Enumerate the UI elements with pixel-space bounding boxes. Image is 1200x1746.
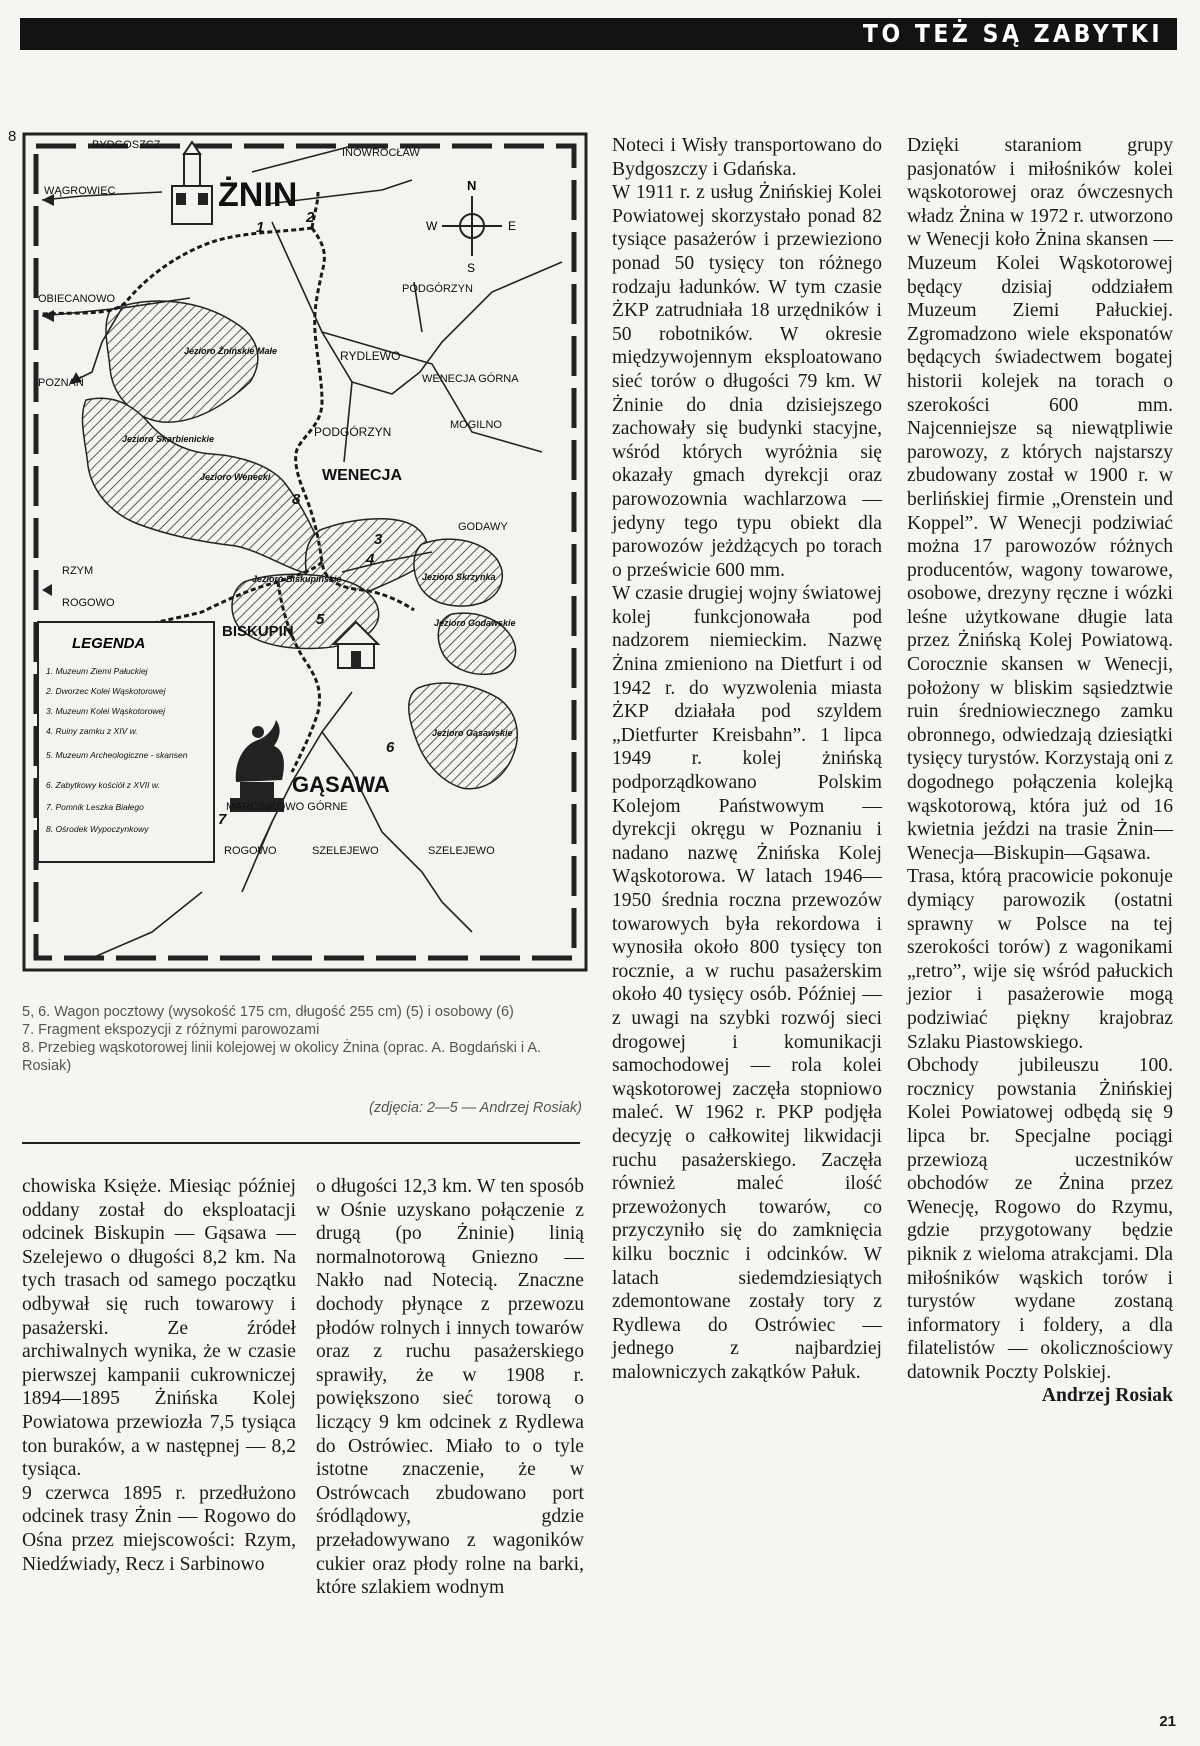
label-rogowo-bottom: ROGOWO	[224, 845, 277, 857]
paragraph: Noteci i Wisły transportowano do Bydgoszczy i Gdańska.	[612, 135, 882, 180]
lake-label-skrzynka: Jezioro Skrzynka	[422, 572, 496, 582]
lake-label-godawskie: Jezioro Godawskie	[434, 618, 516, 628]
label-marcinkowo: MARCINKOWO GÓRNE	[226, 801, 348, 813]
lake-label-wenecki: Jezioro Wenecki	[200, 472, 271, 482]
marker-2: 2	[306, 209, 315, 226]
paragraph: W 1911 r. z usług Żnińskiej Kolei Powiatowej skorzystało ponad 82 tysiące pasażerów i przewieziono ponad 50 tysięcy ton różnego rodzaju ładunków. W tym czasie ŻKP zatrudniała 18 urzędników i 50 robotników. W okresie międzywojennym eksploatowano sieć torów o długości 79 km. W Żninie do dnia dzisiejszego zachowały się budynki stacyjne, wśród których wyróżnia się okazały gmach dyrekcji oraz parowozownia wachlarzowa — jedyny tego typu obiekt dla parowozów jeżdżących po torach o prześwicie 600 mm.	[612, 182, 882, 581]
lake-label-skarbienickie: Jezioro Skarbienickie	[122, 434, 215, 444]
caption-line: 8. Przebieg wąskotorowej linii kolejowej w okolicy Żnina (oprac. A. Bogdański i A. Rosiak)	[22, 1040, 542, 1074]
legend-item: 8. Ośrodek Wypoczynkowy	[46, 824, 149, 834]
section-header-bar	[20, 18, 1177, 50]
compass-e: E	[508, 219, 517, 233]
marker-8: 8	[292, 491, 301, 508]
label-rzym: RZYM	[62, 565, 94, 577]
label-podgorzyn: PODGÓRZYN	[314, 425, 392, 439]
marker-7: 7	[218, 811, 227, 828]
legend-item: 7. Pomnik Leszka Białego	[46, 802, 144, 812]
legend-item: 1. Muzeum Ziemi Pałuckiej	[46, 666, 148, 676]
label-wagrowiec: WĄGROWIEC	[44, 185, 116, 197]
paragraph: 9 czerwca 1895 r. przedłużono odcinek trasy Żnin — Rogowo do Ośna przez miejscowości: Rzym, Niedźwiady, Recz i Sarbinowo	[22, 1482, 296, 1575]
article-column-2	[316, 1175, 584, 1600]
label-wenecja-gorna: WENECJA GÓRNA	[422, 373, 519, 385]
label-podgorzyn-top: PODGÓRZYN	[402, 283, 473, 295]
label-obiecanowo: OBIECANOWO	[38, 293, 116, 305]
lake-label-znin-male: Jezioro Żnińskie Małe	[184, 346, 278, 356]
marker-3: 3	[374, 531, 383, 548]
legend-item: 2. Dworzec Kolei Wąskotorowej	[46, 686, 166, 696]
paragraph: Dzięki staraniom grupy pasjonatów i miłośników kolei wąskotorowej oraz ówczesnych władz Żnina w 1972 r. utworzono w Wenecji koło Żnina skansen — Muzeum Kolei Wąskotorowej będący dzisiaj oddziałem Muzeum Ziemi Pałuckiej. Zgromadzono wiele eksponatów będących świadectwem bogatej historii kolejek na torach o szerokości 600 mm. Najcenniejsze są niewątpliwie parowozy, z których najstarszy zbudowany został w 1900 r. w berlińskiej firmie „Orenstein und Koppel”. W Wenecji podziwiać można 17 parowozów różnych producentów, wagony towarowe, osobowe, drezyny ręczne i wózki leśne użytkowane długie lata przez Żnińską Kolej Powiatową. Corocznie skansen w Wenecji, położony w bliskim sąsiedztwie ruin średniowiecznego zamku obronnego, odwiedzają dziesiątki tysięcy turystów. Korzystają oni z dogodnego połączenia kolejką wąskotorową, która już od 16 kwietnia jeździ na trasie Żnin—Wenecja—Biskupin—Gąsawa. Trasa, którą pracowicie pokonuje dymiący parowozik (ostatni sprawny w Polsce na tej szerokości torów) z wagonikami „retro”, wije się wśród pałuckich jezior i pasażerowie mogą podziwiać piękny krajobraz Szlaku Piastowskiego.	[907, 135, 1173, 1053]
railway-map	[22, 132, 590, 975]
marker-6: 6	[386, 739, 395, 756]
label-bydgoszcz: BYDGOSZCZ	[92, 139, 161, 151]
page-number: 21	[1159, 1713, 1176, 1730]
legend-item: 3. Muzeum Kolei Wąskotorowej	[46, 706, 166, 716]
label-wenecja: WENECJA	[322, 467, 403, 484]
label-rogowo-left: ROGOWO	[62, 597, 115, 609]
label-poznan: POZNAŃ	[38, 377, 84, 389]
article-column-3	[612, 134, 882, 1384]
compass-w: W	[426, 219, 438, 233]
compass-n: N	[467, 178, 477, 193]
legend-item: 4. Ruiny zamku z XIV w.	[46, 726, 138, 736]
label-znin: ŻNIN	[218, 176, 298, 214]
label-szelejewo-right: SZELEJEWO	[428, 845, 495, 857]
author-signature: Andrzej Rosiak	[1041, 1385, 1173, 1407]
map-legend	[38, 622, 214, 862]
paragraph: Obchody jubileuszu 100. rocznicy powstania Żnińskiej Kolei Powiatowej odbędą się 9 lipca br. Specjalne pociągi przewiozą uczestników obchodów ze Żnina przez Wenecję, Rogowo do Rzymu, gdzie przygotowany będzie piknik z wieloma atrakcjami. Dla miłośników wąskich torów i turystów wydane zostaną informatory i foldery, a dla filatelistów — okolicznościowy datownik Poczty Polskiej.	[907, 1055, 1173, 1383]
paragraph: chowiska Księże. Miesiąc później oddany został do eksploatacji odcinek Biskupin — Gąsawa — Szelejewo o długości 8,2 km. Na tych trasach od samego początku odbywał się ruch towarowy i pasażerski. Ze źródeł archiwalnych wynika, że w czasie pierwszej kampanii cukrowniczej 1894—1895 Żnińska Kolej Powiatowa przewiozła 7,5 tysiąca ton buraków, a w następnej — 8,2 tysiąca.	[22, 1176, 296, 1481]
label-gasawa: GĄSAWA	[292, 772, 390, 797]
label-szelejewo: SZELEJEWO	[312, 845, 379, 857]
section-title: TO TEŻ SĄ ZABYTKI	[862, 19, 1163, 48]
photo-credit: (zdjęcia: 2—5 — Andrzej Rosiak)	[368, 1100, 582, 1116]
section-divider	[22, 1142, 580, 1144]
paragraph: o długości 12,3 km. W ten sposób w Ośnie uzyskano połączenie z drugą (po Żninie) linią normalnotorową Gniezno — Nakło nad Notecią. Znaczne dochody płynące z przewozu płodów rolnych i innych towarów oraz z ruchu pasażerskiego sprawiły, że w 1908 r. powiększono sieć torową o liczący 9 km odcinek z Rydlewa do Ostrówiec. Miało to o tyle istotne znaczenie, że w Ostrówcach zbudowano port śródlądowy, gdzie przeładowywano z wagoników cukier oraz płody rolne na barki, które szlakiem wodnym	[316, 1176, 584, 1599]
figure-number: 8	[8, 128, 17, 145]
caption-line: 5, 6. Wagon pocztowy (wysokość 175 cm, długość 255 cm) (5) i osobowy (6)	[22, 1004, 514, 1020]
compass-s: S	[467, 261, 476, 275]
label-inowroclaw: INOWROCŁAW	[342, 147, 420, 159]
article-column-1	[22, 1175, 296, 1576]
lake-label-biskupinskie: Jezioro Biskupińskie	[252, 574, 342, 584]
label-rydlewo: RYDLEWO	[340, 349, 401, 363]
lake-label-gasawskie: Jezioro Gąsawskie	[432, 728, 513, 738]
paragraph: W czasie drugiej wojny światowej kolej funkcjonowała pod nadzorem niemieckim. Nazwę Żnina zmieniono na Dietfurt i od 1942 r. do wyzwolenia miasta ŻKP działała pod szyldem „Dietfurter Kreisbahn”. 1 lipca 1949 r. kolej żnińską podporządkowano Polskim Kolejom Państwowym — dyrekcji okręgu w Poznaniu i nadano nazwę Żnińska Kolej Wąskotorowa. W latach 1946—1950 średnia roczna przewozów towarowych była rekordowa i wynosiła około 800 tysięcy ton rocznie, a w ruchu pasażerskim około 40 tysięcy osób. Później — z uwagi na szybki rozwój sieci drogowej i komunikacji samochodowej — rola kolei wąskotorowej zaczęła stopniowo maleć. W 1962 r. PKP podjęła decyzję o całkowitej likwidacji ruchu pasażerskiego. Zaczęła również maleć ilość przewożonych towarów, co przyczyniło się do zamknięcia kilku bocznic i odcinków. W latach siedemdziesiątych zdemontowane zostały tory z Rydlewa do Ostrówiec — jednego z najbardziej malowniczych zakątków Pałuk.	[612, 583, 882, 1383]
legend-title: LEGENDA	[72, 635, 146, 652]
caption-line: 7. Fragment ekspozycji z różnymi parowozami	[22, 1022, 320, 1038]
figure-caption	[22, 1003, 582, 1075]
marker-4: 4	[366, 551, 375, 568]
marker-5: 5	[316, 611, 325, 628]
article-column-4	[907, 134, 1173, 1408]
marker-1: 1	[256, 219, 265, 236]
label-biskupin: BISKUPIN	[222, 623, 294, 640]
label-godawy: GODAWY	[458, 521, 508, 533]
legend-item: 6. Zabytkowy kościół z XVII w.	[46, 780, 160, 790]
label-mogilno: MOGILNO	[450, 419, 502, 431]
legend-item: 5. Muzeum Archeologiczne - skansen	[46, 750, 188, 760]
